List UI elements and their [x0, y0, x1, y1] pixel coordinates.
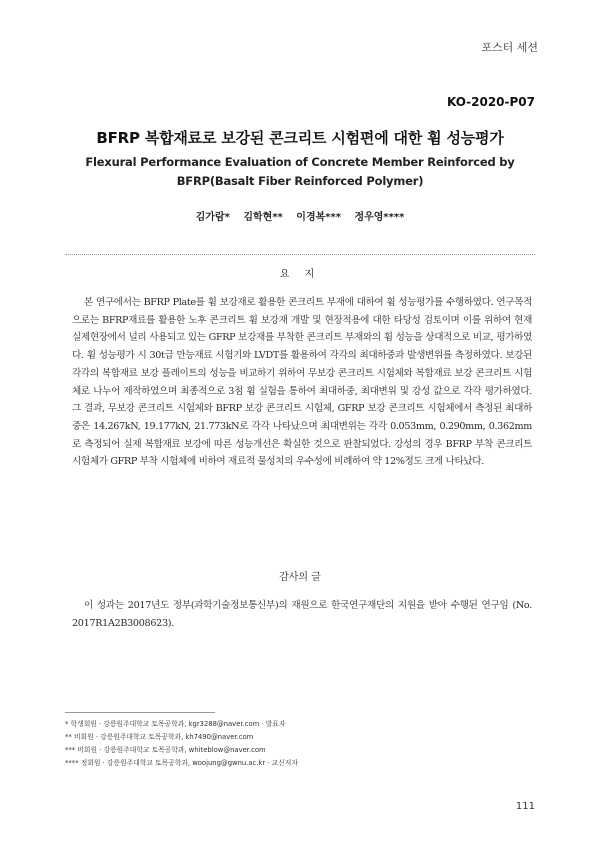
abstract-heading: 요 지	[279, 269, 321, 280]
session-label: 포스터 세션	[481, 41, 538, 54]
page-number: 111	[515, 801, 535, 812]
footnotes	[65, 718, 535, 770]
author-4: 정우영****	[354, 212, 405, 223]
footnote-rule	[65, 712, 215, 713]
acknowledgment-paragraph: 이 성과는 2017년도 정부(과학기술정보통신부)의 재원으로 한국연구재단의 지원을 받아 수행된 연구임 (No. 2017R1A2B3008623).	[72, 600, 532, 629]
footnote-3: *** 비회원 · 강릉원주대학교 토목공학과, whiteblow@naver.com	[65, 746, 266, 754]
abstract-body	[72, 294, 532, 471]
author-3: 이경복***	[296, 212, 341, 223]
author-list	[0, 208, 600, 223]
author-2: 김학현**	[243, 212, 283, 223]
footnote-4: **** 정회원 · 강릉원주대학교 토목공학과, woojung@gwnu.ac.kr · 교신저자	[65, 759, 298, 767]
section-divider	[65, 254, 535, 255]
paper-code: KO-2020-P07	[446, 95, 535, 109]
acknowledgment-body	[72, 597, 532, 632]
paper-title-korean: BFRP 복합재료로 보강된 콘크리트 시험편에 대한 휨 성능평가	[96, 129, 504, 147]
abstract-paragraph: 본 연구에서는 BFRP Plate를 휨 보강재로 활용한 콘크리트 부재에 대하여 휨 성능평가를 수행하였다. 연구목적으로는 BFRP재료를 활용한 노후 콘크리트 휨 보강재 개발 및 현장적용에 대한 타당성 검토이며 이를 위하여 현재 실제현장에서 널리 사용되고 있는 GFRP 보강재를 부착한 콘크리트 부재와의 휨 성능을 상대적으로 비교, 평가하였다. 휨 성능평가 시 30t급 만능재료 시험기와 LVDT를 활용하여 각각의 최대하중과 발생변위를 측정하였다. 보강된 각각의 복합재료 보강 플레이트의 성능을 비교하기 위하여 무보강 콘크리트 시험체와 복합재료 보강 콘크리트 시험체로 나누어 제작하였으며 최종적으로 3점 휨 실험을 통하여 최대하중, 최대변위 및 강성 값으로 각각 평가하였다. 그 결과, 무보강 콘크리트 시험체와 BFRP 보강 콘크리트 시험체, GFRP 보강 콘크리트 시험체에서 측정된 최대하중은 14.267kN, 19.177kN, 21.773kN로 각각 나타났으며 최대변위는 각각 0.053mm, 0.290mm, 0.362mm로 측정되어 실제 복합재료 보강에 따른 성능개선은 확실한 것으로 판찰되었다. 강성의 경우 BFRP 부착 콘크리트 시험체가 GFRP 부착 시험체에 비하여 재료적 물성치의 우수성에 비례하여 약 12%정도 크게 나타났다.	[72, 297, 532, 468]
acknowledgment-heading: 감사의 글	[279, 572, 321, 583]
author-1: 김가람*	[195, 212, 230, 223]
footnote-1: * 학생회원 · 강릉원주대학교 토목공학과, kgr3288@naver.com · 발표자	[65, 720, 286, 728]
paper-title-english: Flexural Performance Evaluation of Concrete Member Reinforced by BFRP(Basalt Fiber Reinforced Polymer)	[85, 155, 515, 188]
footnote-2: ** 비회원 · 강릉원주대학교 토목공학과, kh7490@naver.com	[65, 733, 254, 741]
